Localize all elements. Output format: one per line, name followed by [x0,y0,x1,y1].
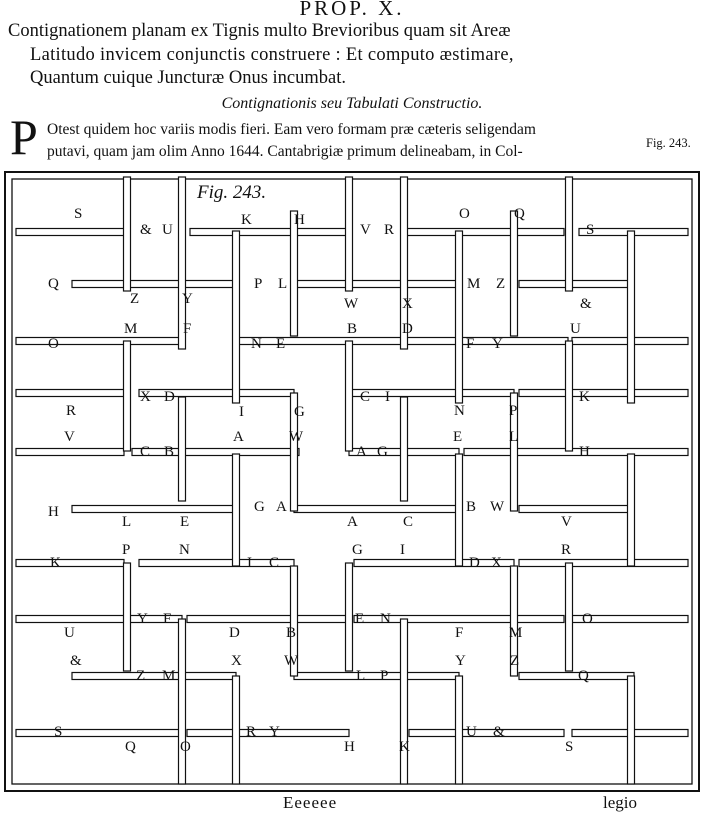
beam [190,229,349,236]
joint-label: G [352,542,363,558]
joint-label: K [241,212,252,228]
beam [519,281,634,288]
joint-label: H [294,212,305,228]
joint-label: A [347,514,358,530]
joint-label: Y [455,653,466,669]
beam [519,673,634,680]
joint-label: O [180,739,191,755]
joint-label: S [54,724,63,740]
joint-label: & [580,296,592,312]
beam-lattice [5,172,699,791]
joint-label: K [399,739,410,755]
joint-label: R [561,542,572,558]
joint-label: & [70,653,82,669]
beam [346,177,353,291]
beam [294,281,459,288]
beam [456,231,463,403]
beam [566,341,573,451]
beam [16,338,182,345]
beam [628,676,635,784]
signature-mark: Eeeeee [283,793,338,812]
joint-label: A [356,444,367,460]
joint-label: F [163,611,172,627]
joint-label: I [247,555,252,571]
beam [124,177,131,291]
joint-label: Z [496,276,506,292]
beam [124,341,131,451]
beam [406,229,564,236]
joint-label: P [122,542,131,558]
proposition-heading: PROP. X. [299,0,405,20]
beam [401,397,408,501]
beam [349,390,514,397]
beam [346,563,353,671]
beam [233,676,240,784]
joint-label: L [356,668,366,684]
joint-label: Q [514,206,525,222]
beam [401,619,408,784]
joint-label: B [466,499,477,515]
body-text-line-1: Otest quidem hoc variis modis fieri. Eam vero formam præ cæteris seligendam [47,121,536,138]
beam [179,397,186,501]
joint-label: R [384,222,395,238]
joint-label: & [140,222,152,238]
joint-label: W [284,653,299,669]
joint-label: U [64,625,75,641]
beam [16,390,124,397]
drop-cap: P [10,109,38,165]
joint-label: V [64,429,75,445]
joint-label: I [239,404,244,420]
joint-label: N [179,542,190,558]
joint-label: Y [182,291,193,307]
beam [519,560,688,567]
beam [233,231,240,403]
beam [291,211,298,336]
joint-label: F [455,625,464,641]
beam [628,454,635,566]
joint-label: P [380,668,389,684]
joint-label: D [469,555,480,571]
beam [406,338,568,345]
margin-note: Fig. 243. [646,136,691,150]
beam [628,231,635,403]
joint-label: C [360,389,371,405]
joint-label: V [561,514,572,530]
beam [187,730,349,737]
joint-label: W [344,296,359,312]
joint-label: N [251,336,262,352]
joint-label: X [231,653,242,669]
beam [456,676,463,784]
joint-label: U [162,222,173,238]
joint-label: E [276,336,286,352]
joint-label: W [490,499,505,515]
joint-label: Q [578,668,589,684]
beam [294,506,459,513]
beam [72,506,236,513]
joint-label: O [582,611,593,627]
joint-label: I [400,542,405,558]
joint-label: I [385,389,390,405]
joint-label: K [50,555,61,571]
figure-caption: Fig. 243. [197,182,267,203]
beam [237,338,404,345]
proposition-text-line-3: Quantum cuique Juncturæ Onus incumbat. [30,68,346,88]
joint-label: Y [492,336,503,352]
joint-label: E [453,429,463,445]
beam [187,616,349,623]
joint-label: & [493,724,505,740]
joint-label: D [164,389,175,405]
beam [124,563,131,671]
beam [456,454,463,566]
catchword: legio [603,793,637,812]
joint-label: D [229,625,240,641]
body-text-line-2: putavi, quam jam olim Anno 1644. Cantabrigiæ primum delineabam, in Col- [47,143,523,160]
beam [132,449,299,456]
beam [179,619,186,784]
joint-label: L [509,429,519,445]
proposition-text-line-1: Contignationem planam ex Tignis multo Brevioribus quam sit Areæ [8,21,511,41]
joint-label: E [355,611,365,627]
joint-label: B [347,321,358,337]
joint-label: F [466,336,475,352]
joint-label: P [509,403,518,419]
beam [16,616,182,623]
beam [294,673,459,680]
proposition-text-line-2: Latitudo invicem conjunctis construere : Et computo æstimare, [30,45,514,65]
joint-label: L [278,276,288,292]
joint-label: B [286,625,297,641]
joint-label: H [344,739,355,755]
joint-label: G [294,404,305,420]
joint-label: H [48,504,59,520]
joint-label: M [509,625,523,641]
beam [566,177,573,291]
figure-243 [4,171,700,792]
beam [519,390,688,397]
joint-label: B [164,444,175,460]
beam [139,390,294,397]
joint-label: X [402,296,413,312]
beam [16,730,182,737]
joint-label: G [254,499,265,515]
beam [354,560,514,567]
joint-label: U [466,724,477,740]
joint-label: M [467,276,481,292]
joint-label: Q [125,739,136,755]
beam [16,449,124,456]
joint-label: C [403,514,414,530]
joint-label: V [360,222,371,238]
joint-label: S [74,206,83,222]
joint-label: Z [130,291,140,307]
beam [16,229,124,236]
joint-label: W [289,429,304,445]
joint-label: N [454,403,465,419]
beam [566,563,573,671]
beam [464,449,688,456]
beam [519,506,634,513]
joint-label: O [48,336,59,352]
joint-label: X [491,555,502,571]
joint-label: Q [48,276,59,292]
beam [346,341,353,451]
beam [72,281,236,288]
beam [409,730,564,737]
joint-label: S [586,222,595,238]
joint-label: H [579,444,590,460]
joint-label: A [276,499,287,515]
joint-label: Z [136,668,146,684]
joint-label: Z [510,653,520,669]
joint-label: U [570,321,581,337]
joint-label: O [459,206,470,222]
joint-label: R [66,403,77,419]
joint-label: A [233,429,244,445]
beam [233,454,240,566]
joint-label: R [246,724,257,740]
beam [511,211,518,336]
joint-label: Y [269,724,280,740]
joint-label: M [124,321,138,337]
joint-label: Y [137,611,148,627]
joint-label: M [162,668,176,684]
joint-label: S [565,739,574,755]
joint-label: C [140,444,151,460]
beam [72,673,236,680]
joint-label: L [122,514,132,530]
section-title: Contignationis seu Tabulati Constructio. [221,95,483,112]
joint-label: N [380,611,391,627]
joint-label: K [579,389,590,405]
joint-label: G [377,444,388,460]
joint-label: X [140,389,151,405]
beam [16,560,124,567]
joint-label: P [254,276,263,292]
joint-label: C [269,555,280,571]
joint-label: F [183,321,192,337]
joint-label: E [180,514,190,530]
beam-grid-diagram [4,171,700,792]
joint-label: D [402,321,413,337]
